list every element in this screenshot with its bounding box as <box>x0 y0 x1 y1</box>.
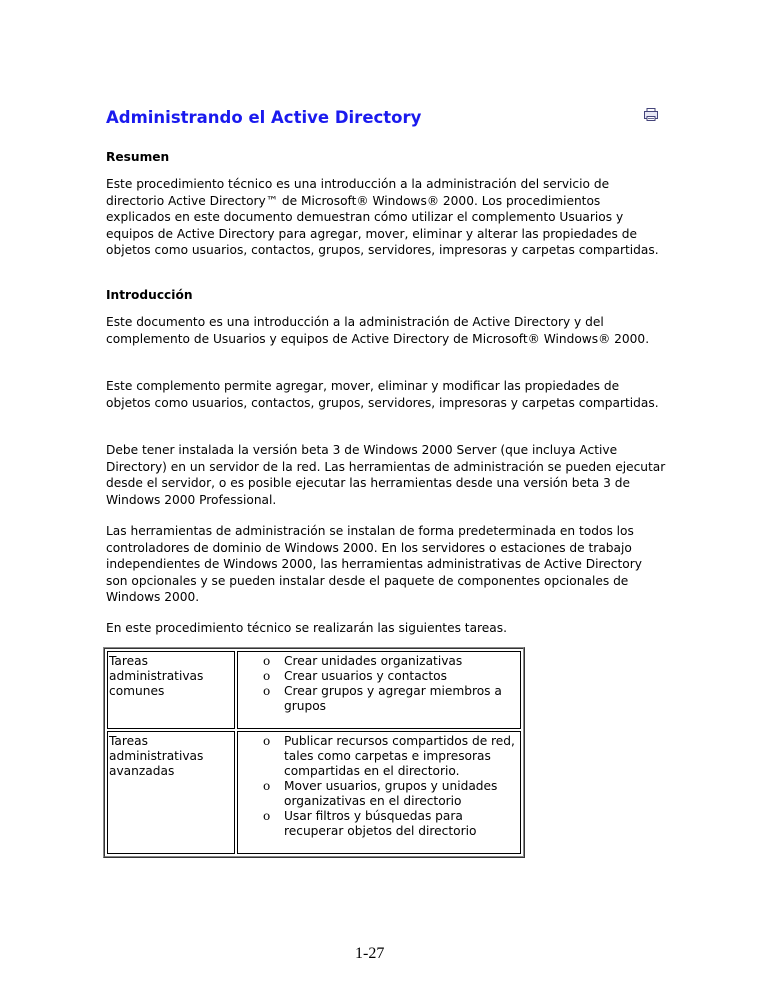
task-list <box>239 654 519 714</box>
task-item-text: Usar filtros y búsquedas para recuperar objetos del directorio <box>284 809 477 838</box>
task-list <box>239 734 519 839</box>
bullet-icon: o <box>263 809 271 823</box>
bullet-icon: o <box>263 779 271 793</box>
task-item-text: Crear grupos y agregar miembros a grupos <box>284 684 502 713</box>
task-category-label: Tareas administrativas comunes <box>107 651 235 729</box>
list-item <box>239 684 519 714</box>
task-category-label: Tareas administrativas avanzadas <box>107 731 235 854</box>
bullet-icon: o <box>263 684 271 698</box>
list-item <box>239 669 519 684</box>
paragraph: Este documento es una introducción a la administración de Active Directory y del complemento de Usuarios y equipos de Active Directory de Microsoft® Windows® 2000. <box>106 315 650 346</box>
paragraph: En este procedimiento técnico se realizarán las siguientes tareas. <box>106 621 507 635</box>
bullet-icon: o <box>263 669 271 683</box>
bullet-icon: o <box>263 654 271 668</box>
task-item-text: Crear usuarios y contactos <box>284 669 447 683</box>
list-item <box>239 734 519 779</box>
section-heading-introduccion: Introducción <box>106 288 193 302</box>
paragraph: Debe tener instalada la versión beta 3 de Windows 2000 Server (que incluya Active Directory) en un servidor de la red. Las herramientas de administración se pueden ejecutar desde el servidor, o es posible ejecutar las herramientas desde una versión beta 3 de Windows 2000 Professional. <box>106 443 666 507</box>
paragraph: Este complemento permite agregar, mover, eliminar y modificar las propiedades de objetos como usuarios, contactos, grupos, servidores, impresoras y carpetas compartidas. <box>106 379 659 410</box>
task-list-cell <box>237 651 521 729</box>
page-number: 1-27 <box>355 945 385 962</box>
table-row <box>107 651 521 729</box>
paragraph: Las herramientas de administración se instalan de forma predeterminada en todos los controladores de dominio de Windows 2000. En los servidores o estaciones de trabajo independientes de Windows 2000, las herramientas administrativas de Active Directory son opcionales y se pueden instalar desde el paquete de componentes opcionales de Windows 2000. <box>106 524 642 604</box>
task-item-text: Mover usuarios, grupos y unidades organizativas en el directorio <box>284 779 498 808</box>
task-item-text: Crear unidades organizativas <box>284 654 463 668</box>
list-item <box>239 809 519 839</box>
page-title: Administrando el Active Directory <box>106 108 422 127</box>
task-item-text: Publicar recursos compartidos de red, tales como carpetas e impresoras compartidas en el directorio. <box>284 734 515 778</box>
bullet-icon: o <box>263 734 271 748</box>
list-item <box>239 654 519 669</box>
section-heading-resumen: Resumen <box>106 150 170 164</box>
table-row <box>107 731 521 854</box>
task-list-cell <box>237 731 521 854</box>
tasks-table <box>103 647 525 858</box>
printer-icon[interactable] <box>643 106 659 122</box>
list-item <box>239 779 519 809</box>
paragraph: Este procedimiento técnico es una introducción a la administración del servicio de directorio Active Directory™ de Microsoft® Windows® 2000. Los procedimientos explicados en este documento demuestran cómo utilizar el complemento Usuarios y equipos de Active Directory para agregar, mover, eliminar y alterar las propiedades de objetos como usuarios, contactos, grupos, servidores, impresoras y carpetas compartidas. <box>106 177 659 257</box>
